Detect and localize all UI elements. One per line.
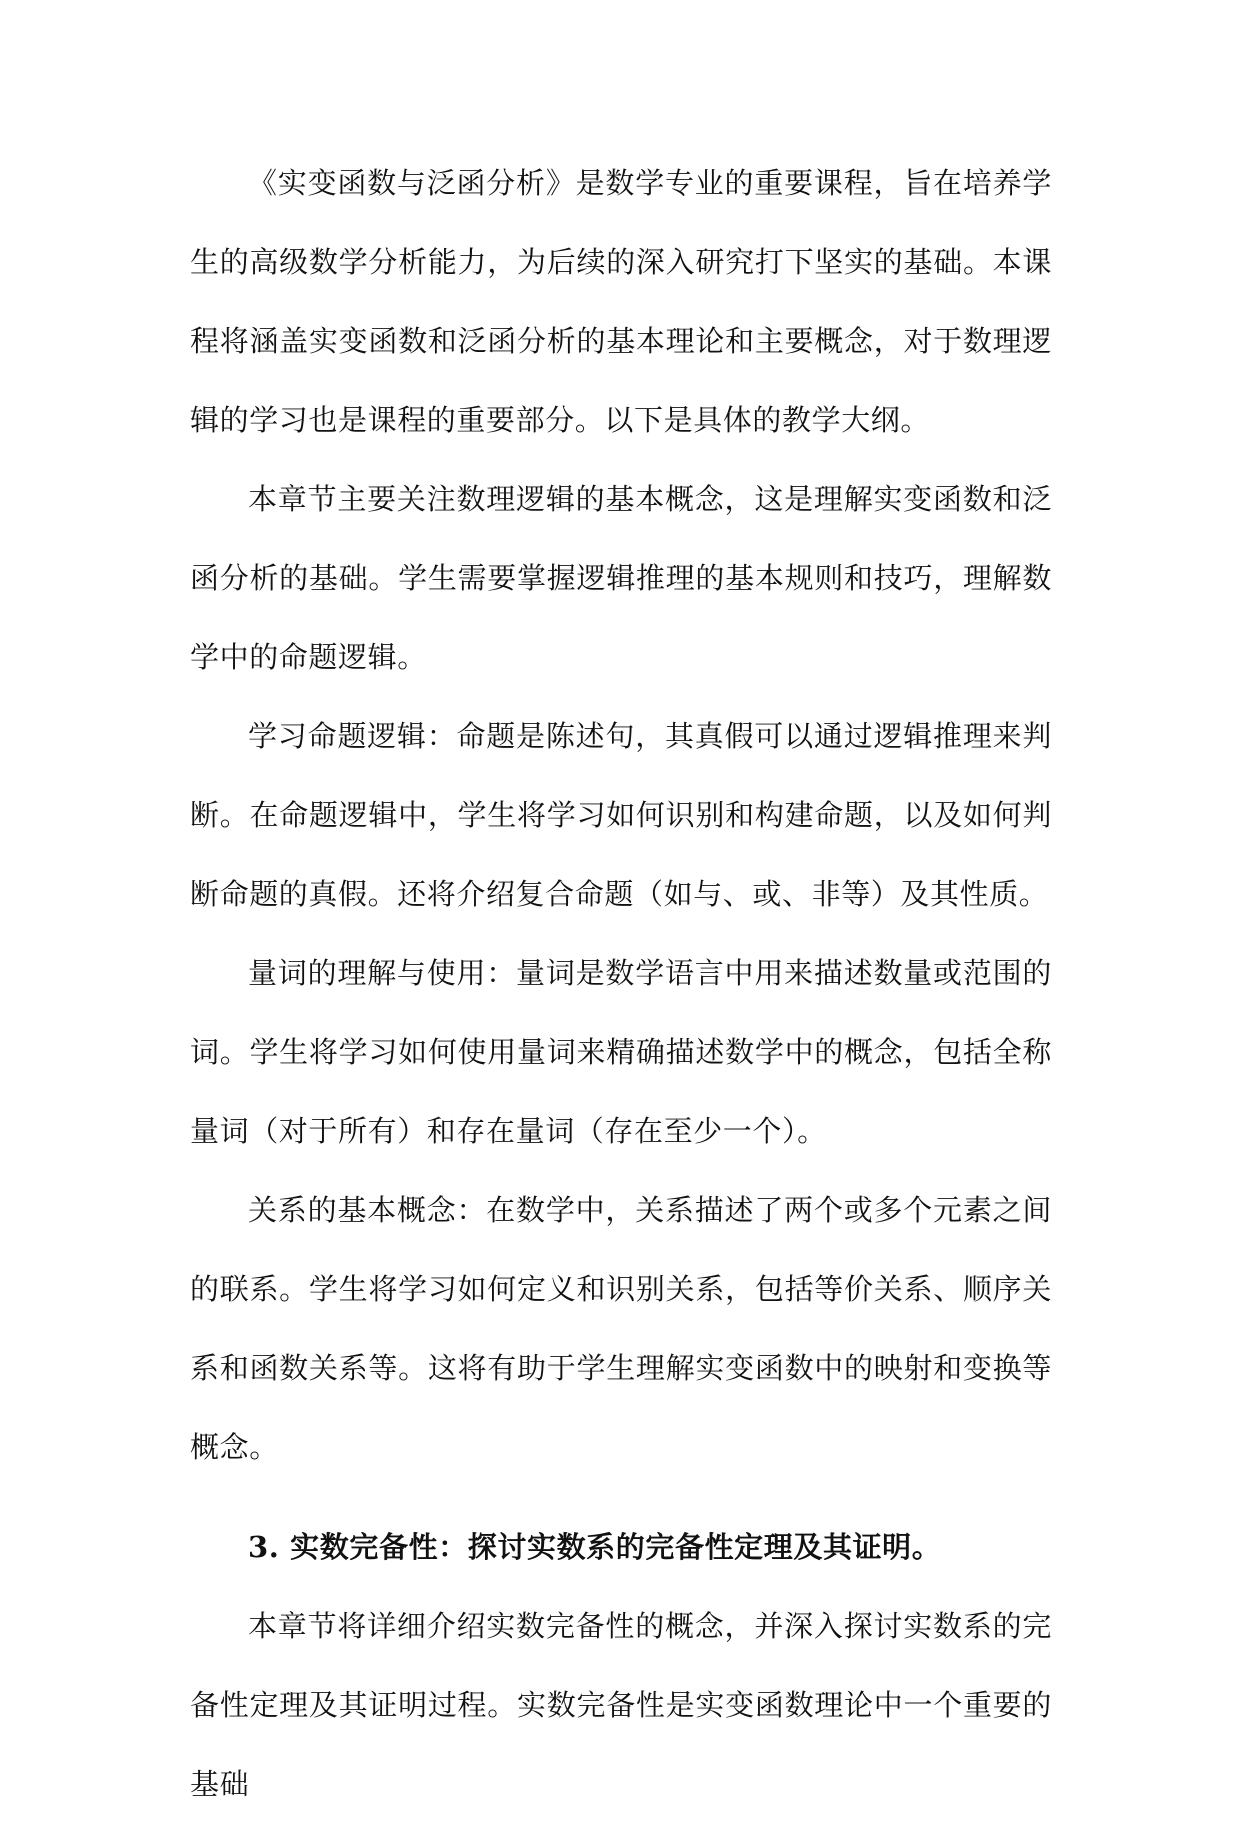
relations-paragraph: 关系的基本概念：在数学中，关系描述了两个或多个元素之间的联系。学生将学习如何定义和识别关系，包括等价关系、顺序关系和函数关系等。这将有助于学生理解实变函数中的映射和变换等概念。 — [190, 1193, 1052, 1464]
document-body — [190, 144, 1052, 1824]
section-heading: 3. 实数完备性：探讨实数系的完备性定理及其证明。 — [248, 1530, 942, 1564]
intro-paragraph: 《实变函数与泛函分析》是数学专业的重要课程，旨在培养学生的高级数学分析能力，为后续的深入研究打下坚实的基础。本课程将涵盖实变函数和泛函分析的基本理论和主要概念，对于数理逻辑的学习也是课程的重要部分。以下是具体的教学大纲。 — [190, 166, 1052, 437]
logic-overview-paragraph: 本章节主要关注数理逻辑的基本概念，这是理解实变函数和泛函分析的基础。学生需要掌握逻辑推理的基本规则和技巧，理解数学中的命题逻辑。 — [190, 482, 1052, 674]
quantifiers-paragraph: 量词的理解与使用：量词是数学语言中用来描述数量或范围的词。学生将学习如何使用量词来精确描述数学中的概念，包括全称量词（对于所有）和存在量词（存在至少一个）。 — [190, 956, 1052, 1148]
propositional-logic-paragraph: 学习命题逻辑：命题是陈述句，其真假可以通过逻辑推理来判断。在命题逻辑中，学生将学习如何识别和构建命题，以及如何判断命题的真假。还将介绍复合命题（如与、或、非等）及其性质。 — [190, 719, 1052, 911]
completeness-paragraph: 本章节将详细介绍实数完备性的概念，并深入探讨实数系的完备性定理及其证明过程。实数完备性是实变函数理论中一个重要的基础 — [190, 1609, 1052, 1801]
